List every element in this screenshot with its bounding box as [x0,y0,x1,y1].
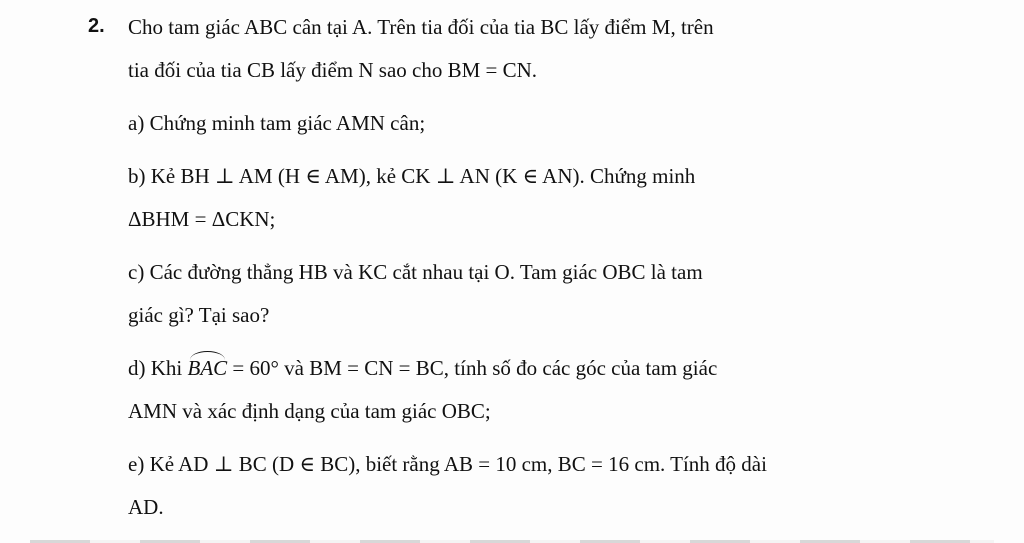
part-b-line-2: ΔBHM = ΔCKN; [128,207,276,231]
problem-intro-line-1: Cho tam giác ABC cân tại A. Trên tia đối của tia BC lấy điểm M, trên [128,15,714,39]
part-b-line-1: b) Kẻ BH ⊥ AM (H ∈ AM), kẻ CK ⊥ AN (K ∈ AN). Chứng minh [128,164,696,188]
problem-number: 2. [88,15,105,37]
problem-intro-line-2: tia đối của tia CB lấy điểm N sao cho BM = CN. [128,58,538,82]
part-d-rest: = 60° và BM = CN = BC, tính số đo các góc của tam giác [227,356,718,380]
part-e-line-2: AD. [128,495,164,519]
part-c-line-2: giác gì? Tại sao? [128,303,270,327]
part-d-prefix: d) Khi [128,356,188,380]
part-a: a) Chứng minh tam giác AMN cân; [128,111,426,135]
part-d-line-2: AMN và xác định dạng của tam giác OBC; [128,399,491,423]
part-e-line-1: e) Kẻ AD ⊥ BC (D ∈ BC), biết rằng AB = 10 cm, BC = 16 cm. Tính độ dài [128,452,767,476]
part-d-line-1 [128,355,717,381]
angle-bac: BAC [187,356,228,380]
part-c-line-1: c) Các đường thẳng HB và KC cắt nhau tại O. Tam giác OBC là tam [128,260,703,284]
